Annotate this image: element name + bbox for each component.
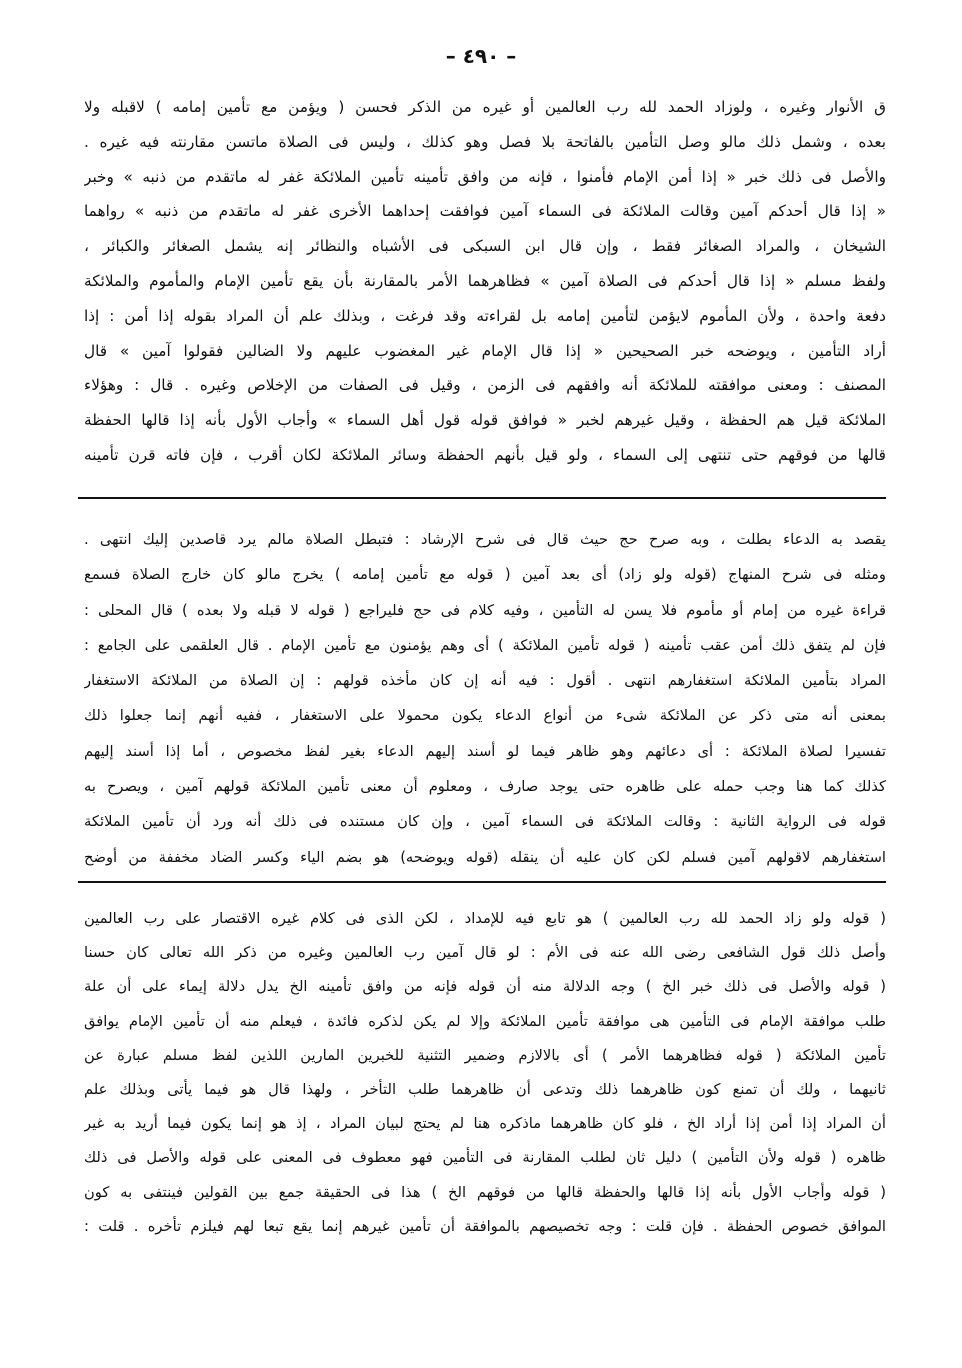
footnote-2-line: طلب موافقة الإمام فى التأمين هى موافقة تأمين الملائكة وإلا لم يكن لذكره فائدة ، فيعلم منه أن تأمين الإمام يوافق: [84, 1012, 886, 1030]
main-text-line: بعده ، وشمل ذلك مالو وصل التأمين بالفاتحة بلا فصل وهو كذلك ، وليس فى الصلاة ماتسن مقارنته فيه غيره .: [84, 132, 886, 151]
main-text-line: ق الأنوار وغيره ، ولوزاد الحمد لله رب العالمين أو غيره من الذكر فحسن ( ويؤمن مع تأمين إمامه ) لاقبله ولا: [84, 98, 886, 116]
footnote-2-line: ( قوله وأجاب الأول بأنه إذا قالها والحفظة قالها من فوقهم الخ ) هذا فى الحقيقة جمع بين القولين فينتفى به كون: [84, 1183, 886, 1201]
footnote-divider: [78, 881, 886, 883]
main-text-line: ولفظ مسلم « إذا قال أحدكم فى الصلاة آمين » فظاهرهما الأمر بالمقارنة بأن يقع تأمين الإمام والمأموم والملائكة: [84, 271, 886, 290]
main-text-line: المصنف : ومعنى موافقته للملائكة أنه وافقهم فى الزمن ، وقيل فى الصفات من الإخلاص وغيره . قال : وهؤلاء: [84, 376, 886, 395]
main-text-line: الملائكة قيل هم الحفظة ، وقيل غيرهم لخبر « فوافق قوله قول أهل السماء » وأجاب الأول بأنه إذا قالها الحفظة: [84, 411, 886, 430]
footnote-2-line: أن المراد إذا أمن إذا أراد الخ ، فلو كان ظاهرهما ماذكره هنا لم يحتج لبيان المراد ، إذ هو إنما يكون فيما أريد به غير: [84, 1115, 886, 1133]
footnote-2-line: تأمين الملائكة ( قوله فظاهرهما الأمر ) أى بالالازم وضمير التثنية للخبرين المارين اللذين لفظ مسلم عبارة عن: [84, 1046, 886, 1064]
footnote-1-line: ومثله فى شرح المنهاج (قوله ولو زاد) أى بعد آمين ( قوله مع تأمين إمامه ) يخرج مالو كان خارج الصلاة فسمع: [84, 566, 886, 584]
footnote-1-line: قراءة غيره من إمام أو مأموم فلا يسن له التأمين ، وفيه كلام فى حج فليراجع ( قوله لا قبله ولا بعده ) قال المحلى :: [84, 601, 886, 619]
footnote-1-line: قوله فى الرواية الثانية : وقالت الملائكة فى السماء آمين ، وإن كان مستنده فى ذلك أنه ورد أن تأمين الملائكة: [84, 813, 886, 831]
main-text-line: قالها من فوقهم حتى تنتهى إلى السماء ، ولو قيل بأنهم الحفظة وسائر الملائكة لكان أقرب ، فإن فاته قرن تأمينه: [84, 445, 886, 464]
footnote-2-line: ظاهره ( قوله ولأن التأمين ) دليل ثان لطلب المقارنة فى التأمين فهو معطوف فى المعنى على قوله والأصل فى ذلك: [84, 1149, 886, 1167]
footnote-2-line: وأصل ذلك قول الشافعى رضى الله عنه فى الأم : لو قال آمين رب العالمين وغيره من ذكر الله تعالى كان حسنا: [84, 944, 886, 962]
footnote-1-line: كذلك كما هنا وجب حمله على ظاهره حتى يوجد صارف ، ومعلوم أن معنى تأمين الملائكة قولهم آمين ، ويصرح به: [84, 778, 886, 796]
footnote-2-line: ثانيهما ، ولك أن تمنع كون ظاهرهما ذلك وتدعى أن ظاهرهما طلب التأخر ، ولهذا قال هو فيما يأتى وبذلك علم: [84, 1080, 886, 1098]
footnote-1-line: يقصد به الدعاء بطلت ، وبه صرح حج حيث قال فى شرح الإرشاد : فتبطل الصلاة مالم يرد قاصدين إليك انتهى .: [84, 531, 886, 548]
main-text-line: والأصل فى ذلك خبر « إذا أمن الإمام فأمنوا ، فإنه من وافق تأمينه تأمين الملائكة غفر له ماتقدم من ذنبه » وخبر: [84, 167, 886, 186]
footnote-2-line: الموافق خصوص الحفظة . فإن قلت : وجه تخصيصهم بالموافقة أن تأمين غيرهم إنما يقع تبعا لهم فيلزم تأخره . قلت :: [84, 1217, 886, 1235]
footnote-divider: [78, 497, 886, 499]
main-text-line: « إذا قال أحدكم آمين وقالت الملائكة فى السماء آمين فوافقت إحداهما الأخرى غفر له ماتقدم من ذنبه » رواهما: [84, 202, 886, 221]
main-text: [84, 90, 886, 473]
footnote-1: [84, 522, 886, 875]
main-text-line: الشيخان ، والمراد الصغائر فقط ، وإن قال ابن السبكى فى الأشباه والنظائر إنه يشمل الصغائر والكبائر ،: [84, 237, 886, 256]
footnote-1-line: المراد بتأمين الملائكة استغفارهم انتهى . أقول : فيه أنه إن كان مأخذه قولهم : إن الصلاة من الملائكة الاستغفار: [84, 672, 886, 690]
footnote-1-line: استغفارهم لاقولهم آمين فسلم لكن كان عليه أن ينقله (قوله ويوضحه) هو بضم الياء وكسر الضاد مخففة من أوضح: [84, 848, 886, 866]
footnote-2: [84, 902, 886, 1244]
main-text-line: أراد التأمين ، ويوضحه خبر الصحيحين « إذا قال الإمام غير المغضوب عليهم ولا الضالين فقولوا آمين » قال: [84, 341, 886, 360]
footnote-1-line: فإن لم يتفق ذلك أمن عقب تأمينه ( قوله تأمين الملائكة ) أى وهم يؤمنون مع تأمين الإمام . قال العلقمى على الجامع :: [84, 636, 886, 654]
footnote-2-line: ( قوله والأصل فى ذلك خبر الخ ) وجه الدلالة منه أن قوله فإنه من وافق تأمينه الخ يدل دلالة إيماء على أن علة: [84, 978, 886, 996]
footnote-2-line: ( قوله ولو زاد الحمد لله رب العالمين ) هو تابع فيه للإمداد ، لكن الذى فى كلام غيره الاقتصار على رب العالمين: [84, 910, 886, 927]
footnote-1-line: بمعنى أنه متى ذكر عن الملائكة شىء من أنواع الدعاء يكون محمولا على الاستغفار ، ففيه أنهم إنما جعلوا ذلك: [84, 707, 886, 725]
page-number: – ٤٩٠ –: [445, 44, 517, 68]
footnote-1-line: تفسيرا لصلاة الملائكة : أى دعائهم وهو ظاهر فيما لو أسند إليهم الدعاء بغير لفظ مخصوص ، أما إذا أسند إليهم: [84, 742, 886, 760]
main-text-line: دفعة واحدة ، ولأن المأموم لايؤمن لتأمين إمامه بل لقراءته وقد فرغت ، وبذلك علم أن المراد بقوله إذا أمن : إذا: [84, 306, 886, 325]
